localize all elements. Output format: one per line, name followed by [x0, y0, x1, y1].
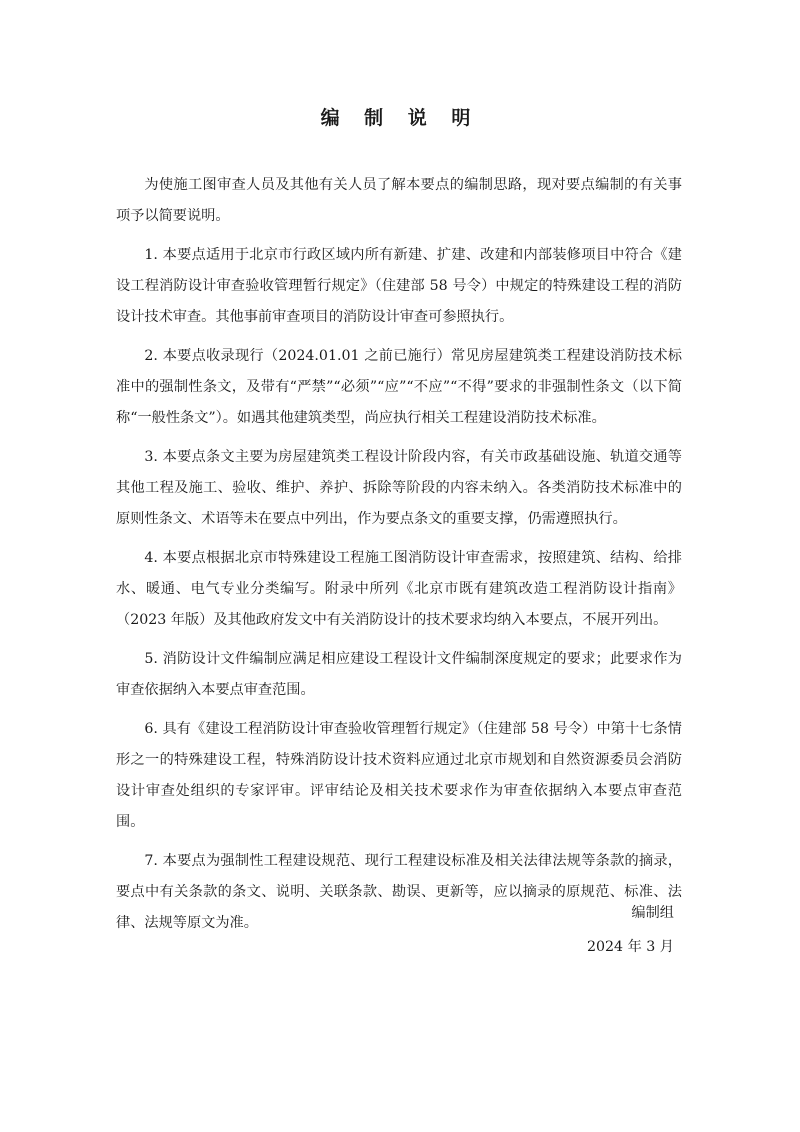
paragraph-item-4: 4. 本要点根据北京市特殊建设工程施工图消防设计审查需求，按照建筑、结构、给排水、暖通、电气专业分类编写。附录中所列《北京市既有建筑改造工程消防设计指南》（2023 年版）及其他政府发文中有关消防设计的技术要求均纳入本要点，不展开列出。	[116, 550, 682, 628]
signature-block	[587, 896, 674, 964]
signature-date: 2024 年 3 月	[586, 939, 674, 955]
paragraph-item-5: 5. 消防设计文件编制应满足相应建设工程设计文件编制深度规定的要求；此要求作为审查依据纳入本要点审查范围。	[116, 651, 682, 698]
document-body	[116, 170, 682, 947]
paragraph-item-7: 7. 本要点为强制性工程建设规范、现行工程建设标准及相关法律法规等条款的摘录，要点中有关条款的条文、说明、关联条款、勘误、更新等，应以摘录的原规范、标准、法律、法规等原文为准。	[116, 853, 682, 931]
signature-author: 编制组	[631, 905, 674, 921]
intro-paragraph: 为使施工图审查人员及其他有关人员了解本要点的编制思路，现对要点编制的有关事项予以简要说明。	[116, 177, 682, 224]
paragraph-item-6: 6. 具有《建设工程消防设计审查验收管理暂行规定》（住建部 58 号令）中第十七条情形之一的特殊建设工程，特殊消防设计技术资料应通过北京市规划和自然资源委员会消防设计审查处组织的专家评审。评审结论及相关技术要求作为审查依据纳入本要点审查范围。	[116, 721, 682, 830]
paragraph-item-1: 1. 本要点适用于北京市行政区域内所有新建、扩建、改建和内部装修项目中符合《建设工程消防设计审查验收管理暂行规定》（住建部 58 号令）中规定的特殊建设工程的消防设计技术审查。其他事前审查项目的消防设计审查可参照执行。	[116, 247, 682, 325]
paragraph-item-3: 3. 本要点条文主要为房屋建筑类工程设计阶段内容，有关市政基础设施、轨道交通等其他工程及施工、验收、维护、养护、拆除等阶段的内容未纳入。各类消防技术标准中的原则性条文、术语等未在要点中列出，作为要点条文的重要支撑，仍需遵照执行。	[116, 449, 682, 527]
page-title: 编 制 说 明	[320, 107, 480, 129]
paragraph-item-2: 2. 本要点收录现行（2024.01.01 之前已施行）常见房屋建筑类工程建设消防技术标准中的强制性条文，及带有“严禁”“必须”“应”“不应”“不得”要求的非强制性条文（以下简称“一般性条文”）。如遇其他建筑类型，尚应执行相关工程建设消防技术标准。	[116, 348, 682, 426]
